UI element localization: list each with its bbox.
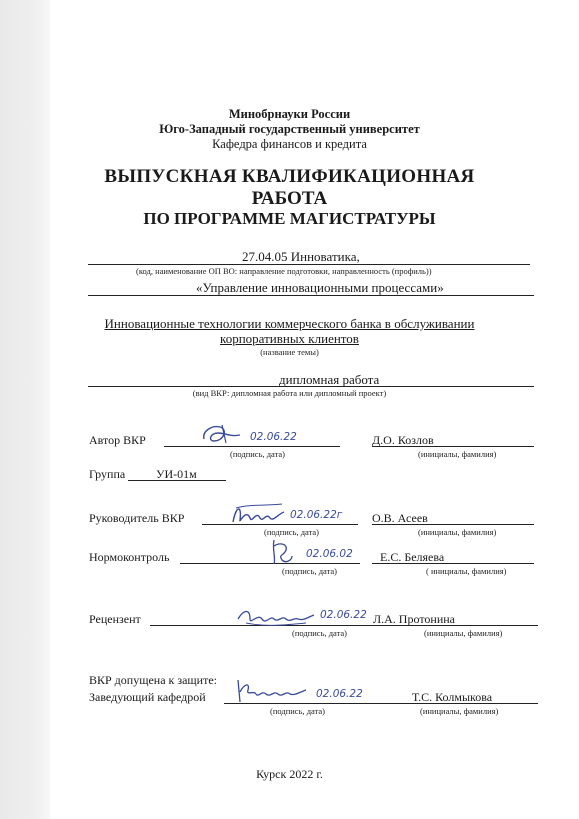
program-profile-underline xyxy=(88,295,534,296)
program-code-caption: (код, наименование ОП ВО: направление подготовки, направленность (профиль)) xyxy=(136,266,432,276)
approval-signature-date: 02.06.22 xyxy=(316,688,363,700)
department-name: Кафедра финансов и кредита xyxy=(212,137,367,151)
reviewer-name-line xyxy=(372,625,538,626)
author-signature-date: 02.06.22 xyxy=(250,431,297,443)
group-label: Группа xyxy=(89,467,126,481)
normcontrol-signature-date: 02.06.02 xyxy=(306,548,353,560)
work-type-caption: (вид ВКР: дипломная работа или дипломный проект) xyxy=(192,388,387,398)
author-name: Д.О. Козлов xyxy=(372,433,434,447)
reviewer-name: Л.А. Протонина xyxy=(373,612,455,626)
program-code: 27.04.05 Инноватика, xyxy=(242,249,360,264)
normcontrol-name-line xyxy=(372,563,534,564)
supervisor-name-line xyxy=(372,524,534,525)
author-label: Автор ВКР xyxy=(89,433,146,447)
thesis-title-line-1: ВЫПУСКНАЯ КВАЛИФИКАЦИОННАЯ xyxy=(104,166,475,187)
author-name-line xyxy=(372,446,534,447)
head-of-department-label: Заведующий кафедрой xyxy=(89,690,206,704)
author-signature-icon xyxy=(200,421,244,447)
university-name: Юго-Западный государственный университет xyxy=(159,122,420,136)
supervisor-name: О.В. Асеев xyxy=(372,511,428,525)
work-type: дипломная работа xyxy=(279,372,380,387)
supervisor-signature-date: 02.06.22г xyxy=(290,509,343,521)
program-profile: «Управление инновационными процессами» xyxy=(196,280,444,295)
supervisor-label: Руководитель ВКР xyxy=(89,511,185,525)
reviewer-label: Рецензент xyxy=(89,612,141,626)
reviewer-signature-caption: (подпись, дата) xyxy=(292,628,348,638)
reviewer-signature-icon xyxy=(236,603,316,629)
approval-signature-caption: (подпись, дата) xyxy=(270,706,326,716)
admitted-to-defense: ВКР допущена к защите: xyxy=(89,673,217,687)
thesis-topic-caption: (название темы) xyxy=(260,347,319,357)
program-code-underline xyxy=(88,264,530,265)
author-signature-caption: (подпись, дата) xyxy=(230,449,286,459)
supervisor-signature-caption: (подпись, дата) xyxy=(264,527,320,537)
author-signature-line xyxy=(164,446,340,447)
group-value: УИ-01м xyxy=(156,467,197,481)
reviewer-name-caption: (инициалы, фамилия) xyxy=(424,628,503,638)
supervisor-name-caption: (инициалы, фамилия) xyxy=(418,527,497,537)
approval-name-caption: (инициалы, фамилия) xyxy=(420,706,499,716)
approval-name-line xyxy=(374,703,538,704)
thesis-topic-line-1: Инновационные технологии коммерческого банка в обслуживании xyxy=(104,316,475,331)
normcontrol-name: Е.С. Беляева xyxy=(380,550,445,564)
normcontrol-signature-caption: (подпись, дата) xyxy=(282,566,338,576)
city-year: Курск 2022 г. xyxy=(256,767,323,781)
thesis-title-line-2: РАБОТА xyxy=(251,188,328,209)
thesis-title-line-3: ПО ПРОГРАММЕ МАГИСТРАТУРЫ xyxy=(143,209,436,228)
normcontrol-name-caption: ( инициалы, фамилия) xyxy=(426,566,507,576)
normcontrol-label: Нормоконтроль xyxy=(89,550,170,564)
work-type-underline xyxy=(88,386,534,387)
author-name-caption: (инициалы, фамилия) xyxy=(418,449,497,459)
supervisor-signature-icon xyxy=(230,500,286,528)
ministry-name: Минобрнауки России xyxy=(228,107,351,121)
thesis-topic-line-2: корпоративных клиентов xyxy=(220,331,359,346)
approval-signature-icon xyxy=(234,676,310,706)
reviewer-signature-date: 02.06.22 xyxy=(320,609,367,621)
head-of-department-name: Т.С. Колмыкова xyxy=(412,690,493,704)
normcontrol-signature-icon xyxy=(268,536,296,566)
